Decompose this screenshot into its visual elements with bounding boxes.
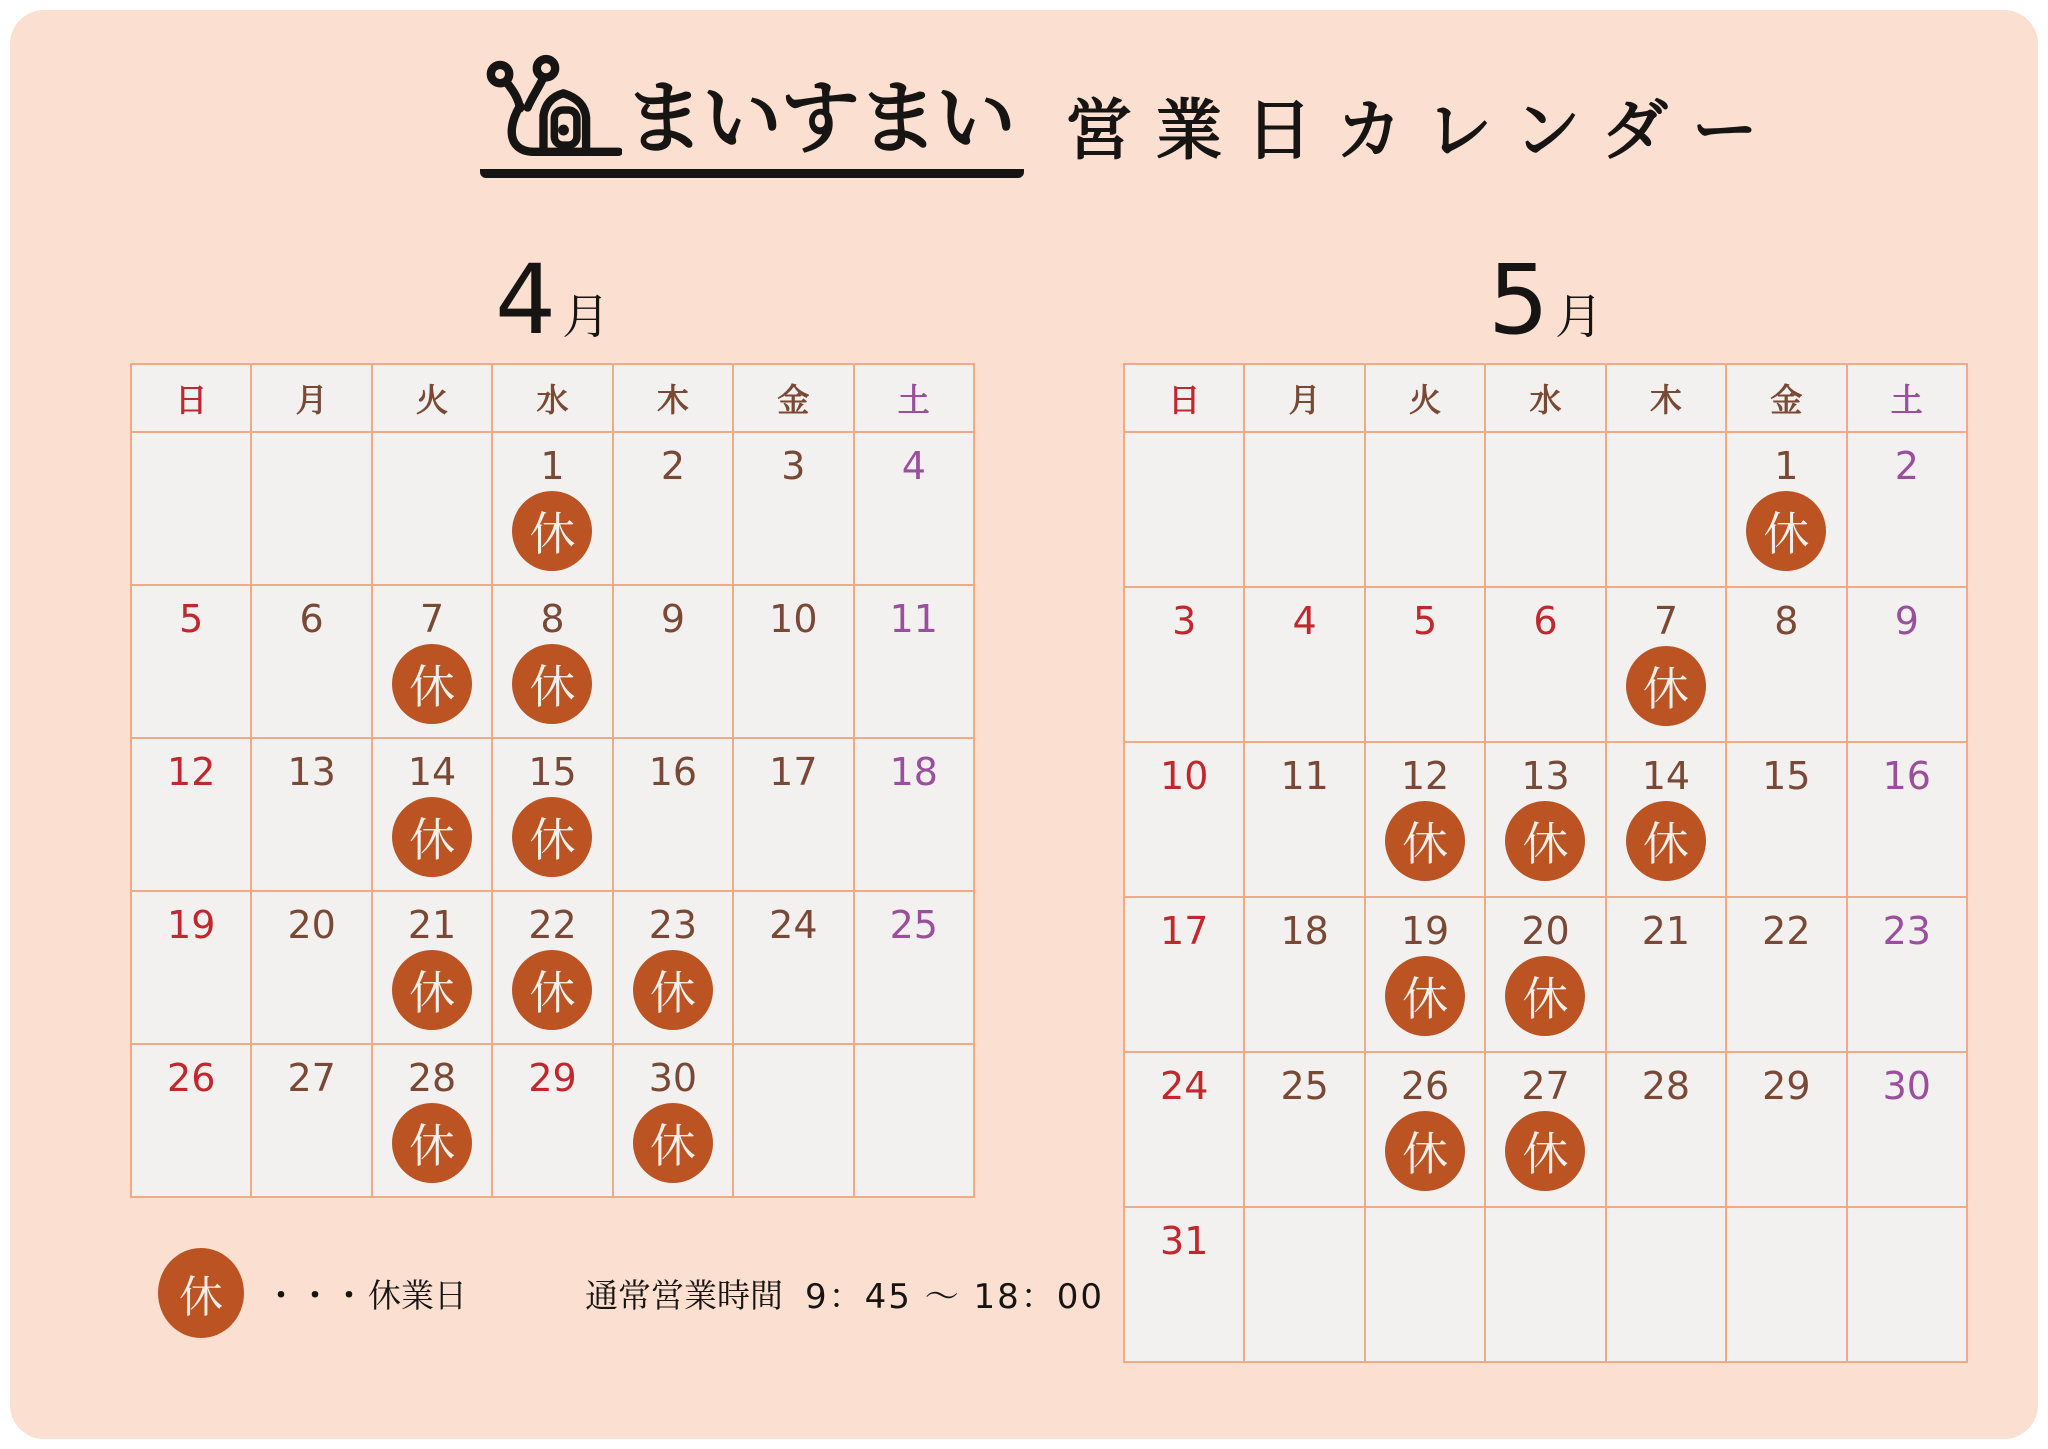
empty-cell: [1245, 1208, 1365, 1363]
closed-day-badge: 休: [512, 491, 592, 571]
day-cell: [855, 739, 975, 892]
day-cell: [734, 739, 854, 892]
closed-day-badge: 休: [392, 950, 472, 1030]
day-cell: [1848, 1053, 1968, 1208]
empty-cell: [132, 433, 252, 586]
day-cell: [1607, 588, 1727, 743]
day-cell: [1486, 1053, 1606, 1208]
day-number: 3: [781, 444, 806, 489]
empty-cell: [1125, 433, 1245, 588]
closed-day-badge: 休: [1385, 956, 1465, 1036]
weekday-header: [252, 365, 372, 433]
day-number: 28: [1641, 1064, 1691, 1109]
day-cell: [734, 892, 854, 1045]
day-number: 4: [901, 444, 926, 489]
day-cell: [1125, 1208, 1245, 1363]
weekday-header: [1727, 365, 1847, 433]
day-number: 24: [769, 903, 818, 948]
day-cell: [252, 739, 372, 892]
weekday-label: 金: [777, 381, 810, 420]
day-number: 14: [407, 750, 457, 795]
weekday-header: [614, 365, 734, 433]
weekday-label: 金: [1770, 381, 1803, 420]
day-cell: [1366, 743, 1486, 898]
day-number: 19: [1400, 909, 1450, 954]
brand-name: まいすまい: [624, 72, 1014, 165]
day-number: 8: [1774, 599, 1799, 644]
day-number: 19: [167, 903, 216, 948]
day-number: 30: [1882, 1064, 1931, 1109]
weekday-header: [855, 365, 975, 433]
day-cell: [1366, 898, 1486, 1053]
day-cell: [373, 892, 493, 1045]
day-number: 23: [648, 903, 698, 948]
weekday-header: [734, 365, 854, 433]
day-number: 14: [1641, 754, 1691, 799]
empty-cell: [1366, 1208, 1486, 1363]
day-cell: [1486, 743, 1606, 898]
day-number: 15: [1762, 754, 1811, 799]
day-number: 23: [1882, 909, 1931, 954]
day-number: 24: [1160, 1064, 1209, 1109]
weekday-header: [1486, 365, 1606, 433]
day-number: 27: [1521, 1064, 1570, 1109]
brand-lockup: [480, 46, 1024, 178]
day-number: 18: [1280, 909, 1329, 954]
weekday-header: [1245, 365, 1365, 433]
day-cell: [132, 892, 252, 1045]
weekday-header: [1607, 365, 1727, 433]
day-cell: [1848, 433, 1968, 588]
day-cell: [614, 433, 734, 586]
day-cell: [493, 892, 613, 1045]
month-suffix: 月: [1555, 289, 1604, 345]
day-number: 10: [1160, 754, 1209, 799]
day-number: 11: [1280, 754, 1329, 799]
day-number: 28: [407, 1056, 457, 1101]
day-cell: [252, 586, 372, 739]
day-cell: [1245, 588, 1365, 743]
poster-card: [10, 10, 2038, 1439]
closed-day-badge: 休: [512, 797, 592, 877]
day-cell: [1245, 1053, 1365, 1208]
empty-cell: [1245, 433, 1365, 588]
day-cell: [252, 892, 372, 1045]
day-number: 9: [1894, 599, 1919, 644]
day-cell: [855, 892, 975, 1045]
weekday-label: 水: [1529, 381, 1562, 420]
closed-day-badge: 休: [633, 950, 713, 1030]
day-number: 6: [1533, 599, 1558, 644]
day-number: 18: [889, 750, 938, 795]
legend-dots: ・・・: [266, 1279, 368, 1314]
day-number: 1: [540, 444, 565, 489]
day-cell: [1727, 898, 1847, 1053]
day-cell: [734, 433, 854, 586]
day-cell: [1607, 743, 1727, 898]
weekday-header: [1366, 365, 1486, 433]
day-cell: [1245, 743, 1365, 898]
day-number: 30: [648, 1056, 698, 1101]
page-title: 営業日カレンダー: [1066, 92, 1782, 169]
day-number: 26: [167, 1056, 216, 1101]
day-cell: [493, 433, 613, 586]
legend-closed-label: 休業日: [368, 1275, 467, 1315]
day-cell: [1607, 898, 1727, 1053]
day-number: 13: [1521, 754, 1570, 799]
day-number: 2: [1894, 444, 1919, 489]
weekday-header: [132, 365, 252, 433]
weekday-label: 火: [416, 381, 449, 420]
closed-day-badge: 休: [1505, 801, 1585, 881]
day-cell: [373, 739, 493, 892]
weekday-label: 土: [1890, 381, 1923, 420]
day-number: 8: [540, 597, 565, 642]
day-number: 16: [1882, 754, 1931, 799]
day-number: 7: [419, 597, 445, 642]
day-cell: [1486, 588, 1606, 743]
empty-cell: [252, 433, 372, 586]
month-suffix: 月: [562, 289, 611, 345]
weekday-header: [373, 365, 493, 433]
empty-cell: [1486, 1208, 1606, 1363]
empty-cell: [855, 1045, 975, 1198]
weekday-header: [1848, 365, 1968, 433]
day-cell: [132, 586, 252, 739]
calendar-may: [1123, 245, 1968, 1363]
day-number: 25: [889, 903, 938, 948]
closed-day-badge: 休: [392, 797, 472, 877]
empty-cell: [373, 433, 493, 586]
day-number: 22: [528, 903, 577, 948]
day-number: 11: [889, 597, 938, 642]
month-title-may: [1123, 245, 1968, 355]
day-number: 12: [1400, 754, 1450, 799]
day-number: 17: [1160, 909, 1209, 954]
day-number: 7: [1653, 599, 1679, 644]
day-cell: [373, 586, 493, 739]
day-cell: [614, 739, 734, 892]
day-cell: [1607, 1053, 1727, 1208]
closed-day-badge: 休: [1626, 801, 1706, 881]
closed-badge-sample: 休: [158, 1248, 244, 1338]
day-cell: [1366, 588, 1486, 743]
day-number: 13: [287, 750, 336, 795]
day-number: 5: [179, 597, 204, 642]
day-cell: [493, 1045, 613, 1198]
calendar-april: [130, 245, 975, 1198]
day-cell: [614, 892, 734, 1045]
day-cell: [132, 739, 252, 892]
month-number: 4: [494, 244, 557, 356]
weekday-label: 火: [1409, 381, 1442, 420]
empty-cell: [734, 1045, 854, 1198]
day-number: 25: [1280, 1064, 1329, 1109]
closed-day-badge: 休: [1385, 801, 1465, 881]
day-number: 3: [1172, 599, 1197, 644]
month-number: 5: [1487, 244, 1550, 356]
day-cell: [614, 586, 734, 739]
weekday-label: 木: [656, 381, 689, 420]
closed-day-badge: 休: [512, 644, 592, 724]
day-cell: [1125, 588, 1245, 743]
empty-cell: [1607, 433, 1727, 588]
day-cell: [493, 739, 613, 892]
day-number: 5: [1412, 599, 1438, 644]
day-number: 29: [528, 1056, 577, 1101]
day-cell: [1727, 743, 1847, 898]
weekday-label: 月: [1288, 381, 1321, 420]
empty-cell: [1607, 1208, 1727, 1363]
day-cell: [1727, 1053, 1847, 1208]
closed-day-badge: 休: [1505, 1111, 1585, 1191]
day-cell: [373, 1045, 493, 1198]
weekday-label: 日: [175, 381, 208, 420]
legend-hours-label: 通常営業時間: [585, 1275, 783, 1315]
closed-day-badge: 休: [392, 1103, 472, 1183]
month-title-april: [130, 245, 975, 355]
day-number: 10: [769, 597, 818, 642]
day-number: 26: [1400, 1064, 1450, 1109]
day-number: 22: [1762, 909, 1811, 954]
closed-day-badge: 休: [1505, 956, 1585, 1036]
day-cell: [1125, 1053, 1245, 1208]
day-number: 27: [287, 1056, 336, 1101]
day-cell: [855, 586, 975, 739]
day-cell: [1125, 743, 1245, 898]
day-cell: [252, 1045, 372, 1198]
weekday-label: 木: [1649, 381, 1682, 420]
day-cell: [614, 1045, 734, 1198]
day-number: 20: [287, 903, 336, 948]
day-cell: [1848, 898, 1968, 1053]
day-cell: [1366, 1053, 1486, 1208]
closed-day-badge: 休: [1626, 646, 1706, 726]
snail-logo-icon: [480, 47, 622, 173]
day-cell: [1848, 588, 1968, 743]
weekday-label: 月: [295, 381, 328, 420]
day-number: 31: [1160, 1219, 1209, 1264]
day-number: 12: [167, 750, 216, 795]
empty-cell: [1727, 1208, 1847, 1363]
day-number: 2: [660, 444, 686, 489]
weekday-label: 日: [1168, 381, 1201, 420]
day-cell: [1848, 743, 1968, 898]
day-number: 1: [1774, 444, 1799, 489]
day-number: 9: [660, 597, 686, 642]
day-number: 15: [528, 750, 577, 795]
empty-cell: [1848, 1208, 1968, 1363]
day-number: 16: [648, 750, 698, 795]
day-cell: [493, 586, 613, 739]
empty-cell: [1366, 433, 1486, 588]
day-cell: [855, 433, 975, 586]
closed-day-badge: 休: [633, 1103, 713, 1183]
day-cell: [132, 1045, 252, 1198]
empty-cell: [1486, 433, 1606, 588]
closed-day-badge: 休: [1746, 491, 1826, 571]
day-number: 6: [299, 597, 324, 642]
weekday-label: 水: [536, 381, 569, 420]
day-cell: [1727, 588, 1847, 743]
closed-day-badge: 休: [1385, 1111, 1465, 1191]
weekday-header: [493, 365, 613, 433]
april-grid: [130, 363, 975, 1198]
closed-day-badge: 休: [512, 950, 592, 1030]
day-cell: [1727, 433, 1847, 588]
day-number: 17: [769, 750, 818, 795]
day-cell: [1486, 898, 1606, 1053]
closed-day-badge: 休: [392, 644, 472, 724]
day-cell: [1125, 898, 1245, 1053]
day-cell: [1245, 898, 1365, 1053]
day-number: 21: [1641, 909, 1691, 954]
day-cell: [734, 586, 854, 739]
legend: [158, 1248, 1104, 1338]
day-number: 29: [1762, 1064, 1811, 1109]
legend-hours-value: 9：45 ～ 18：00: [805, 1276, 1105, 1317]
day-number: 20: [1521, 909, 1570, 954]
weekday-header: [1125, 365, 1245, 433]
may-grid: [1123, 363, 1968, 1363]
weekday-label: 土: [897, 381, 930, 420]
day-number: 21: [407, 903, 457, 948]
day-number: 4: [1292, 599, 1317, 644]
header: [480, 46, 1782, 178]
